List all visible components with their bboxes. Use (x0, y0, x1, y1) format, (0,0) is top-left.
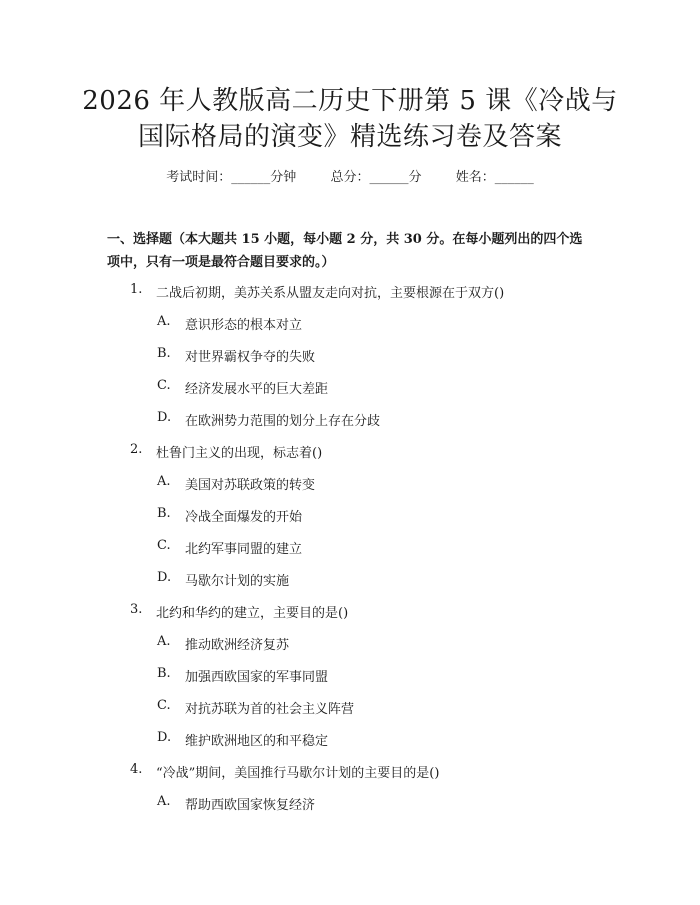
document-title-line-2: 国际格局的演变》精选练习卷及答案 (137, 122, 562, 152)
option-letter: A. (157, 634, 171, 649)
option-letter: B. (157, 346, 171, 361)
question-number: 2. (130, 442, 143, 457)
option-letter: A. (157, 474, 171, 489)
option-letter: B. (157, 666, 171, 681)
option-text: 意识形态的根本对立 (185, 318, 303, 333)
option-text: 在欧洲势力范围的划分上存在分歧 (185, 414, 381, 429)
option-text: 北约军事同盟的建立 (185, 542, 303, 557)
option-letter: B. (157, 506, 171, 521)
student-name-field: 姓名：______ (455, 170, 534, 185)
question-text: 北约和华约的建立，主要目的是() (156, 606, 349, 621)
question-text: 杜鲁门主义的出现，标志着() (156, 446, 323, 461)
option-text: 维护欧洲地区的和平稳定 (185, 734, 329, 749)
option-text: 冷战全面爆发的开始 (185, 510, 303, 525)
section-heading-line-2: 项中，只有一项是最符合题目要求的。） (107, 255, 335, 270)
section-heading-line-1: 一、选择题（本大题共 15 小题，每小题 2 分，共 30 分。在每小题列出的四个选 (107, 232, 583, 247)
option-letter: C. (157, 538, 171, 553)
option-letter: C. (157, 698, 171, 713)
option-letter: C. (157, 378, 171, 393)
option-letter: D. (157, 410, 172, 425)
exam-info-row (0, 166, 700, 185)
question-number: 4. (130, 762, 143, 777)
option-letter: D. (157, 570, 172, 585)
question-text: “冷战”期间，美国推行马歇尔计划的主要目的是() (156, 766, 440, 781)
question-number: 1. (130, 282, 143, 297)
option-letter: D. (157, 730, 172, 745)
option-text: 加强西欧国家的军事同盟 (185, 670, 329, 685)
question-number: 3. (130, 602, 143, 617)
option-text: 推动欧洲经济复苏 (185, 638, 290, 653)
question-text: 二战后初期，美苏关系从盟友走向对抗，主要根源在于双方() (156, 286, 505, 301)
option-letter: A. (157, 314, 171, 329)
option-text: 美国对苏联政策的转变 (185, 478, 316, 493)
option-text: 马歇尔计划的实施 (185, 574, 290, 589)
document-title-line-1: 2026 年人教版高二历史下册第 5 课《冷战与 (82, 86, 618, 116)
option-letter: A. (157, 794, 171, 809)
total-score-field: 总分：______分 (330, 170, 422, 185)
exam-time-field: 考试时间：______分钟 (166, 170, 297, 185)
option-text: 对世界霸权争夺的失败 (185, 350, 316, 365)
option-text: 经济发展水平的巨大差距 (185, 382, 329, 397)
option-text: 帮助西欧国家恢复经济 (185, 798, 316, 813)
option-text: 对抗苏联为首的社会主义阵营 (185, 702, 355, 717)
